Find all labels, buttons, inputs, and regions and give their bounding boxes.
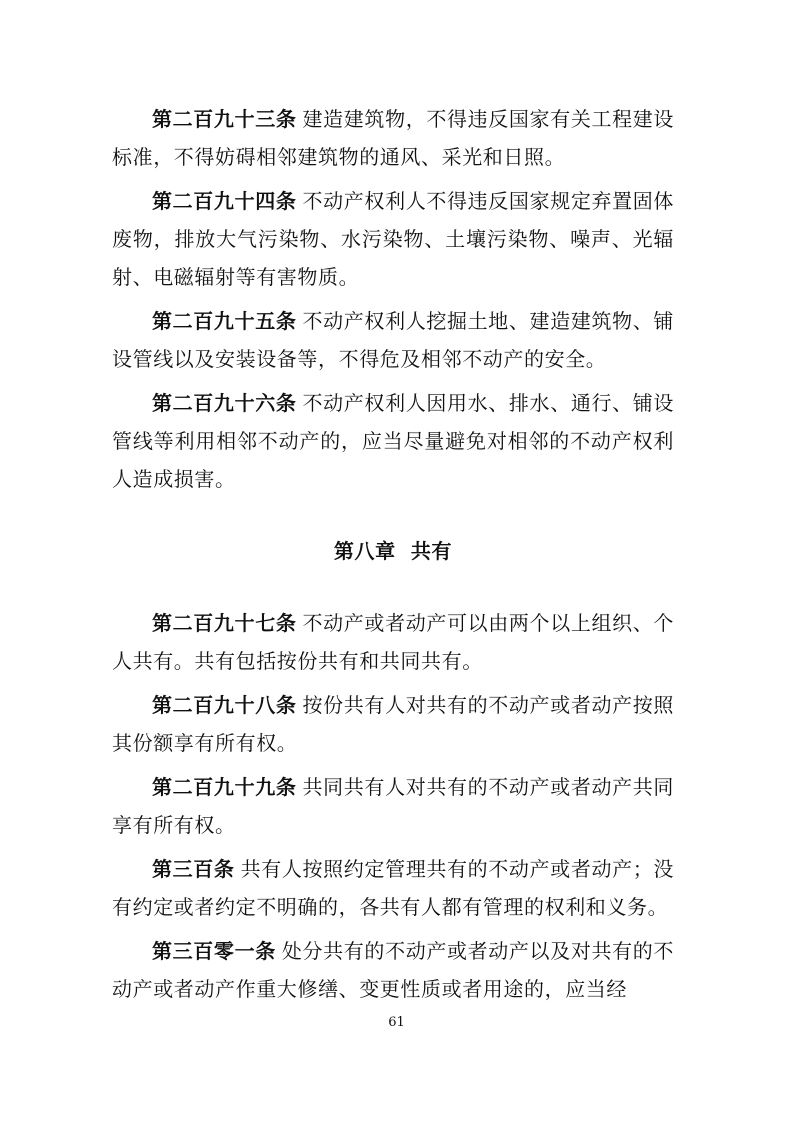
article-text: 处分共有的不动产或者动产以及对共有的不动产或者动产作重大修缮、变更性质或者用途的，应当经 <box>112 939 674 1001</box>
chapter-title: 第八章 共有 <box>333 539 453 563</box>
article-label: 第三百条 <box>152 857 235 881</box>
article-293 <box>112 100 674 176</box>
article-294 <box>112 182 674 296</box>
page-number: 61 <box>388 1015 405 1030</box>
article-label: 第二百九十四条 <box>152 189 297 213</box>
article-label: 第二百九十六条 <box>152 391 297 415</box>
article-296 <box>112 384 674 498</box>
article-301 <box>112 932 674 1008</box>
article-299 <box>112 768 674 844</box>
article-text: 共有人按照约定管理共有的不动产或者动产；没有约定或者约定不明确的，各共有人都有管理的权利和义务。 <box>112 857 674 919</box>
article-text: 按份共有人对共有的不动产或者动产按照其份额享有所有权。 <box>112 693 674 755</box>
page-body <box>112 100 674 1008</box>
article-297 <box>112 604 674 680</box>
article-text: 不动产权利人不得违反国家规定弃置固体废物，排放大气污染物、水污染物、土壤污染物、噪声、光辐射、电磁辐射等有害物质。 <box>112 189 674 289</box>
article-text: 共同共有人对共有的不动产或者动产共同享有所有权。 <box>112 775 674 837</box>
article-295 <box>112 302 674 378</box>
article-text: 不动产权利人因用水、排水、通行、铺设管线等利用相邻不动产的，应当尽量避免对相邻的不动产权利人造成损害。 <box>112 391 674 491</box>
article-text: 不动产或者动产可以由两个以上组织、个人共有。共有包括按份共有和共同共有。 <box>112 611 674 673</box>
article-label: 第二百九十八条 <box>152 693 297 717</box>
article-298 <box>112 686 674 762</box>
article-text: 不动产权利人挖掘土地、建造建筑物、铺设管线以及安装设备等，不得危及相邻不动产的安全。 <box>112 309 674 371</box>
article-label: 第二百九十五条 <box>152 309 297 333</box>
article-label: 第三百零一条 <box>152 939 276 963</box>
article-label: 第二百九十九条 <box>152 775 297 799</box>
article-label: 第二百九十三条 <box>152 107 297 131</box>
article-text: 建造建筑物，不得违反国家有关工程建设标准，不得妨碍相邻建筑物的通风、采光和日照。 <box>112 107 674 169</box>
article-label: 第二百九十七条 <box>152 611 297 635</box>
article-300 <box>112 850 674 926</box>
